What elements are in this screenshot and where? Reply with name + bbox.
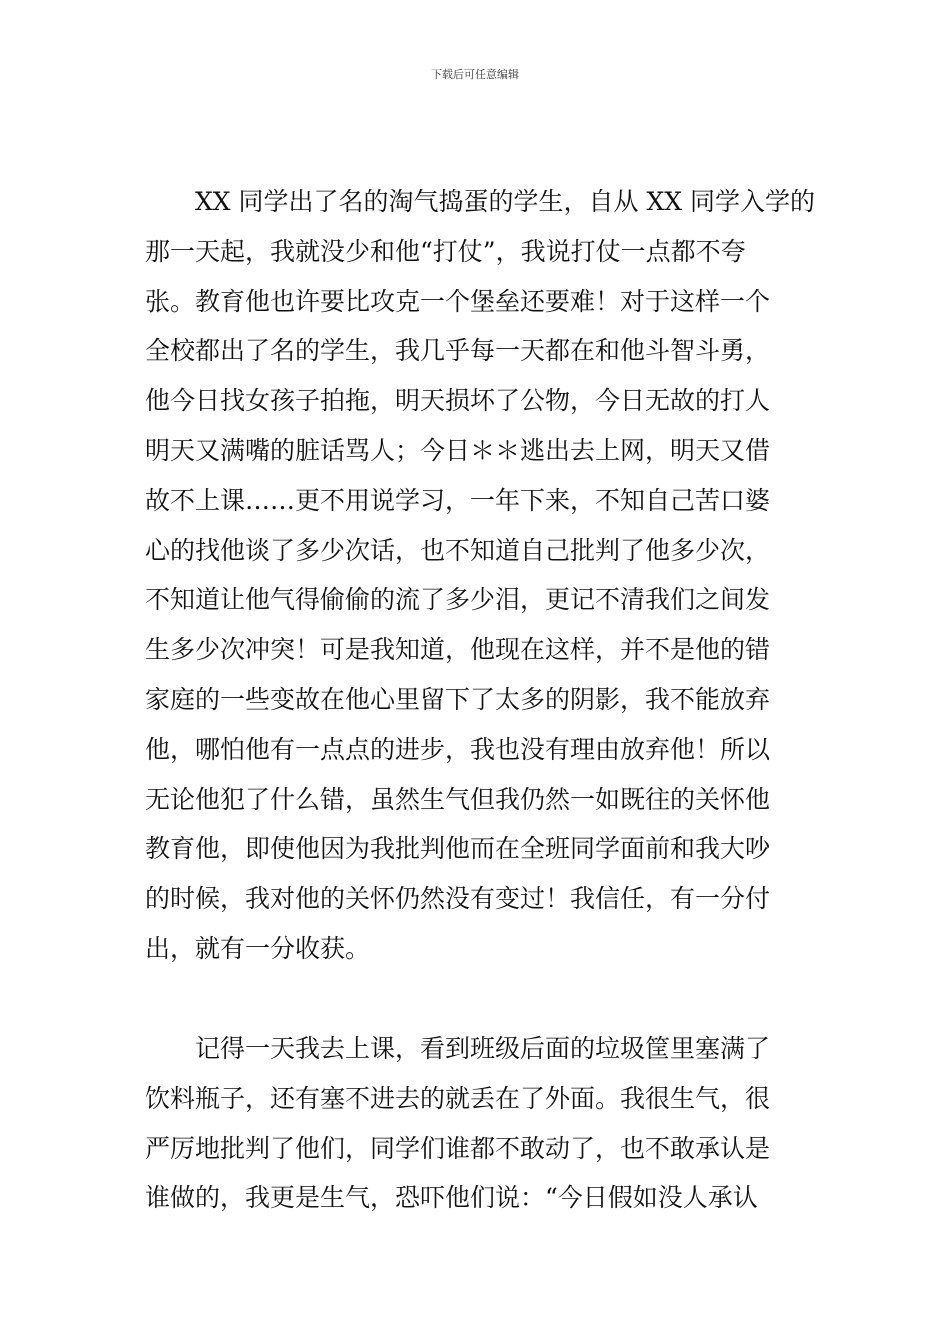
paragraph-line: 严厉地批判了他们，同学们谁都不敢动了，也不敢承认是 (145, 1133, 771, 1163)
paragraph-line: 他，哪怕他有一点点的进步，我也没有理由放弃他！所以 (145, 734, 771, 764)
paragraph-line: 出，就有一分收获。 (145, 933, 371, 963)
header-note: 下载后可任意编辑 (431, 68, 519, 81)
paragraph-line: XX 同学出了名的淘气捣蛋的学生，自从 XX 同学入学的 (195, 187, 816, 216)
paragraph-2 (145, 1024, 810, 1223)
paragraph-line: 记得一天我去上课，看到班级后面的垃圾筐里塞满了 (195, 1034, 771, 1063)
paragraph-line: 那一天起，我就没少和他“打仗”，我说打仗一点都不夸 (145, 236, 746, 266)
paragraph-line: 明天又满嘴的脏话骂人；今日＊＊逃出去上网，明天又借 (145, 435, 771, 465)
paragraph-line: 全校都出了名的学生，我几乎每一天都在和他斗智斗勇， (145, 336, 771, 366)
paragraph-line: 生多少次冲突！可是我知道，他现在这样，并不是他的错 (145, 635, 771, 665)
paragraph-1 (145, 177, 816, 974)
paragraph-line: 饮料瓶子，还有塞不进去的就丢在了外面。我很生气，很 (145, 1083, 771, 1113)
paragraph-line: 张。教育他也许要比攻克一个堡垒还要难！对于这样一个 (145, 286, 771, 316)
paragraph-line: 心的找他谈了多少次话，也不知道自己批判了他多少次， (145, 535, 771, 565)
paragraph-line: 不知道让他气得偷偷的流了多少泪，更记不清我们之间发 (145, 585, 771, 615)
paragraph-line: 故不上课……更不用说学习，一年下来，不知自己苦口婆 (145, 485, 771, 515)
paragraph-line: 谁做的，我更是生气，恐吓他们说：“今日假如没人承认 (145, 1183, 758, 1213)
paragraph-line: 无论他犯了什么错，虽然生气但我仍然一如既往的关怀他 (145, 784, 771, 814)
paragraph-line: 的时候，我对他的关怀仍然没有变过！我信任，有一分付 (145, 884, 771, 914)
paragraph-line: 教育他，即使他因为我批判他而在全班同学面前和我大吵 (145, 834, 771, 864)
paragraph-line: 他今日找女孩子拍拖，明天损坏了公物，今日无故的打人 (145, 386, 771, 416)
paragraph-line: 家庭的一些变故在他心里留下了太多的阴影，我不能放弃 (145, 684, 771, 714)
